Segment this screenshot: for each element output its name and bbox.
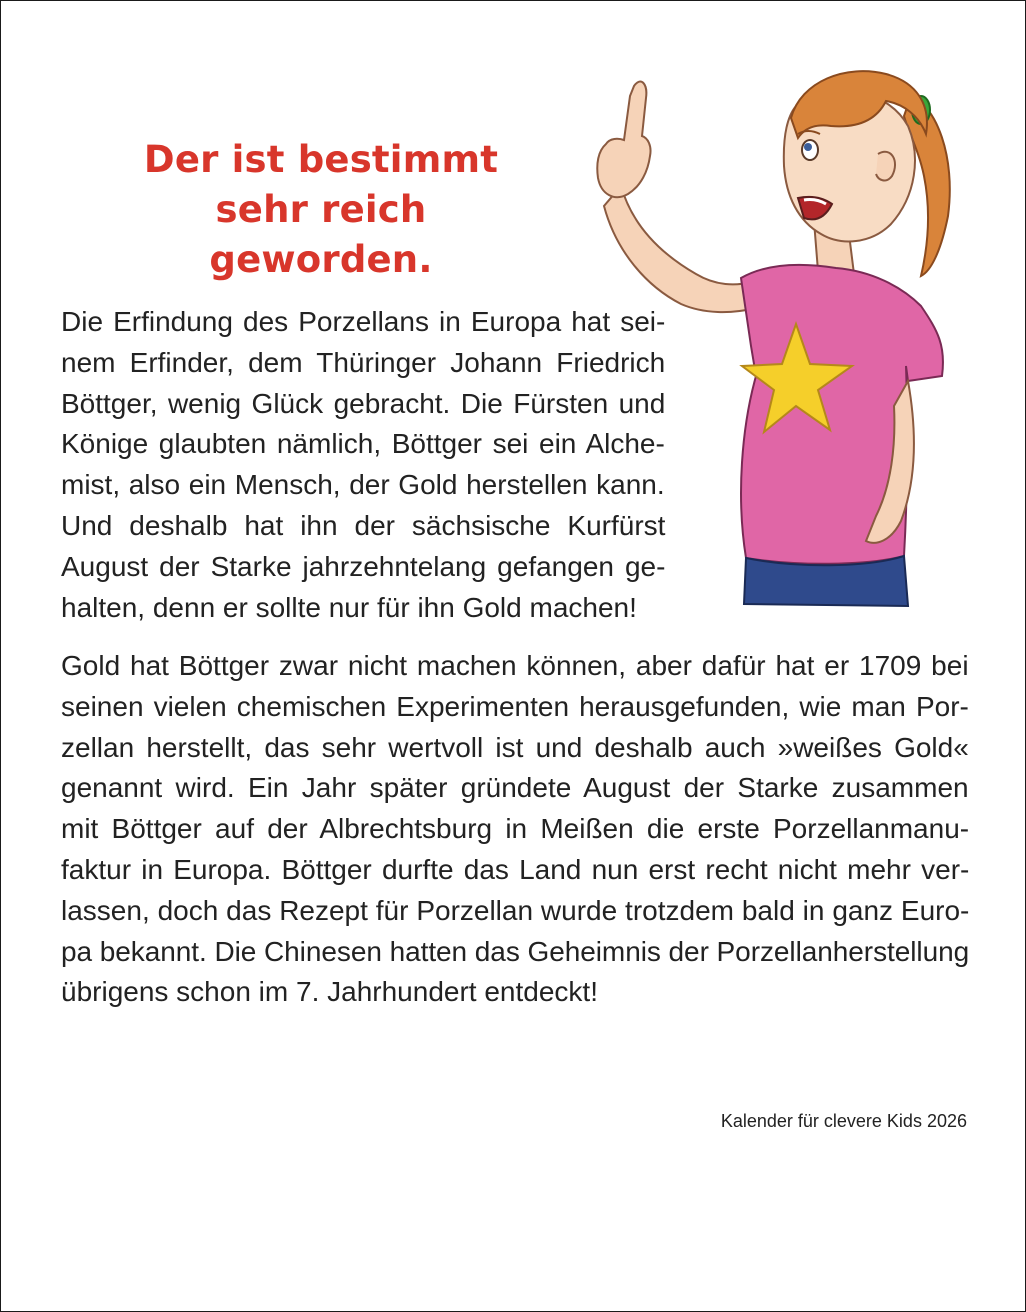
text-line: mist, also ein Mensch, der Gold herstellen kann. xyxy=(61,469,665,501)
text-line: lassen, doch das Rezept für Porzellan wurde trotzdem bald in ganz Euro- xyxy=(61,894,970,926)
pointing-hand xyxy=(597,82,650,198)
heading-line-2: sehr reich geworden. xyxy=(209,188,433,281)
text-line: Böttger, wenig Glück gebracht. Die Fürsten und xyxy=(61,387,666,419)
text-line: pa bekannt. Die Chinesen hatten das Geheimnis der Porzellanherstellung xyxy=(61,935,970,967)
text-line: genannt wird. Ein Jahr später gründete August der Starke zusammen xyxy=(61,772,969,804)
text-line: halten, denn er sollte nur für ihn Gold machen! xyxy=(61,591,637,623)
text-line: August der Starke jahrzehntelang gefangen ge- xyxy=(61,550,666,582)
paragraph-1 xyxy=(61,302,665,628)
page-heading xyxy=(101,135,541,285)
heading-line-1: Der ist bestimmt xyxy=(143,138,499,181)
text-line: Und deshalb hat ihn der sächsische Kurfürst xyxy=(61,509,666,541)
text-line: seinen vielen chemischen Experimenten herausgefunden, wie man Por- xyxy=(61,690,969,722)
text-line: zellan herstellt, das sehr wertvoll ist und deshalb auch »weißes Gold« xyxy=(61,731,969,763)
text-line: Die Erfindung des Porzellans in Europa hat sei- xyxy=(61,306,666,337)
text-line: Gold hat Böttger zwar nicht machen können, aber dafür hat er 1709 bei xyxy=(61,650,969,681)
text-line: mit Böttger auf der Albrechtsburg in Meißen die erste Porzellanmanu- xyxy=(61,813,970,845)
paragraph-2 xyxy=(61,646,969,1013)
text-line: nem Erfinder, dem Thüringer Johann Friedrich xyxy=(61,346,666,378)
text-line: Könige glaubten nämlich, Böttger sei ein Alche- xyxy=(61,428,665,460)
girl-pointing-up-illustration xyxy=(586,46,976,616)
ear xyxy=(876,152,895,181)
raised-arm xyxy=(604,186,756,312)
text-line: übrigens schon im 7. Jahrhundert entdeckt! xyxy=(61,976,598,1008)
footer-credit: Kalender für clevere Kids 2026 xyxy=(720,1111,967,1131)
text-line: faktur in Europa. Böttger durfte das Land nun erst recht nicht mehr ver- xyxy=(61,853,970,885)
